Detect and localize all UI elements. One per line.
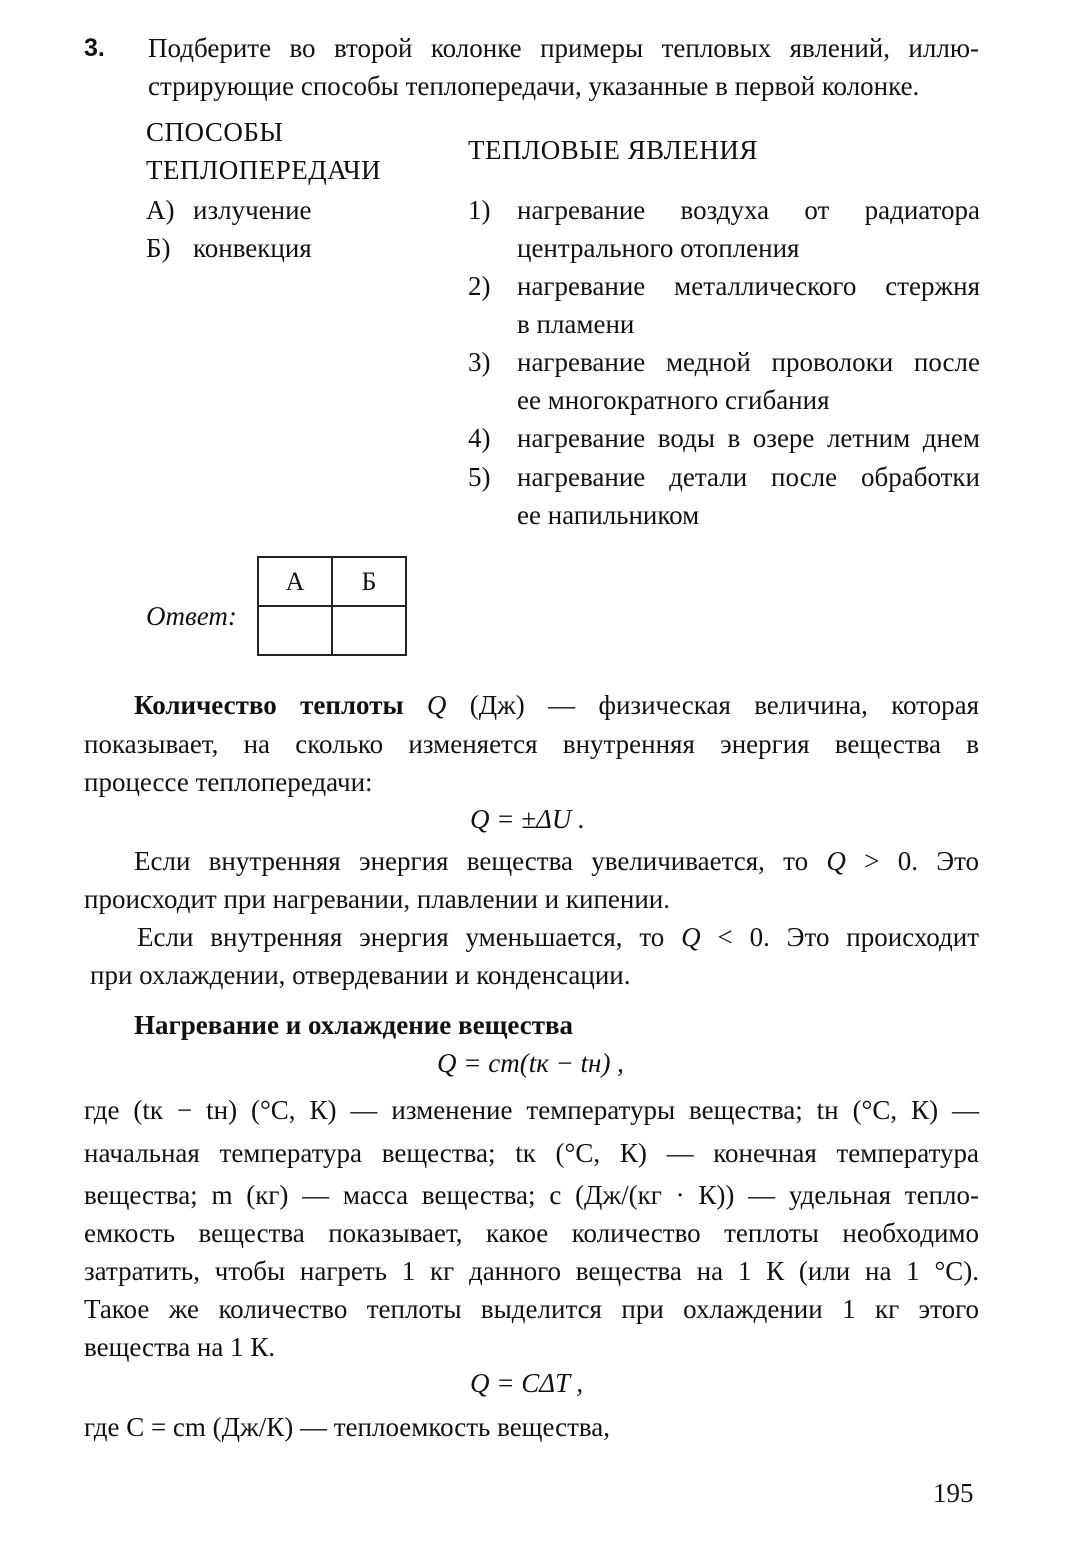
right-item-line-1: нагревание детали после обработки (517, 462, 980, 492)
task-text-line-1: Подберите во второй колонке примеры тепловых явлений, иллю- (148, 33, 979, 63)
left-item-text: излучение (193, 195, 312, 225)
right-item-line-2: ее многократного сгибания (517, 385, 830, 415)
paragraph-5-line-1: где C = cm (Дж/К) — теплоемкость вещества, (84, 1412, 611, 1442)
right-item-line-1: нагревание медной проволоки после (517, 347, 980, 377)
paragraph-4-line-4: емкость вещества показывает, какое количество теплоты необходимо (84, 1218, 979, 1248)
left-column-header-line-1: СПОСОБЫ (146, 117, 284, 147)
task-text-line-2: стрирующие способы теплопередачи, указанные в первой колонке. (148, 71, 920, 101)
answer-header-a: А (258, 557, 332, 606)
definition-term: Количество теплоты (134, 690, 404, 720)
right-item-line-1: нагревание воды в озере летним днем (517, 423, 980, 453)
paragraph-3-text-a: Если внутренняя энергия уменьшается, то (137, 922, 665, 952)
left-item-text: конвекция (193, 233, 312, 263)
answer-cell-a[interactable] (258, 606, 332, 655)
section-heading: Нагревание и охлаждение вещества (134, 1010, 574, 1040)
answer-label: Ответ: (146, 601, 237, 631)
right-item-line-2: в пламени (517, 309, 635, 339)
right-item-marker: 4) (468, 423, 491, 453)
formula-heat-energy: Q = ±ΔU . (470, 804, 585, 834)
right-item-marker: 1) (468, 195, 491, 225)
definition-line-1 (134, 686, 979, 724)
paragraph-2-line-1 (134, 842, 979, 880)
answer-table (257, 556, 407, 656)
right-item-line-1: нагревание воздуха от радиатора (517, 195, 980, 225)
left-item-marker: Б) (146, 233, 171, 263)
right-column-header: ТЕПЛОВЫЕ ЯВЛЕНИЯ (468, 135, 758, 165)
definition-line-3: процессе теплопередачи: (84, 767, 373, 797)
right-item-marker: 2) (468, 271, 491, 301)
paragraph-4-line-3: вещества; m (кг) — масса вещества; c (Дж/(кг · К)) — удельная тепло- (84, 1180, 979, 1210)
definition-rest: (Дж) — физическая величина, которая (469, 690, 979, 720)
right-item-marker: 5) (468, 462, 491, 492)
formula-heating: Q = cm(tк − tн) , (437, 1048, 624, 1078)
formula-heat-capacity: Q = CΔT , (470, 1368, 584, 1398)
right-item-line-2: центрального отопления (517, 233, 800, 263)
paragraph-2-line-2: происходит при нагревании, плавлении и кипении. (84, 884, 670, 914)
paragraph-3-line-2: при охлаждении, отвердевании и конденсации. (90, 960, 631, 990)
paragraph-4-line-1: где (tк − tн) (°С, К) — изменение температуры вещества; tн (°С, К) — (84, 1095, 979, 1125)
paragraph-4-line-2: начальная температура вещества; tк (°С, К) — конечная температура (84, 1138, 979, 1168)
paragraph-2-text-a: Если внутренняя энергия вещества увеличивается, то (134, 846, 809, 876)
right-item-line-1: нагревание металлического стержня (517, 271, 980, 301)
paragraph-2-symbol: Q (826, 846, 846, 876)
answer-header-b: Б (332, 557, 406, 606)
paragraph-3-line-1 (137, 918, 979, 956)
left-column-header-line-2: ТЕПЛОПЕРЕДАЧИ (146, 155, 382, 185)
page-number: 195 (933, 1478, 974, 1508)
paragraph-4-line-7: вещества на 1 К. (84, 1332, 276, 1362)
answer-cell-b[interactable] (332, 606, 406, 655)
definition-line-2: показывает, на сколько изменяется внутренняя энергия вещества в (84, 729, 979, 759)
task-number: 3. (84, 34, 105, 62)
paragraph-3-text-b: < 0. Это происходит (717, 922, 980, 952)
right-item-marker: 3) (468, 347, 491, 377)
paragraph-4-line-6: Такое же количество теплоты выделится при охлаждении 1 кг этого (84, 1294, 979, 1324)
paragraph-4-line-5: затратить, чтобы нагреть 1 кг данного вещества на 1 К (или на 1 °С). (84, 1256, 979, 1286)
paragraph-3-symbol: Q (681, 922, 701, 952)
paragraph-2-text-b: > 0. Это (864, 846, 980, 876)
left-item-marker: А) (146, 195, 175, 225)
definition-symbol: Q (426, 690, 447, 720)
right-item-line-2: ее напильником (517, 500, 700, 530)
